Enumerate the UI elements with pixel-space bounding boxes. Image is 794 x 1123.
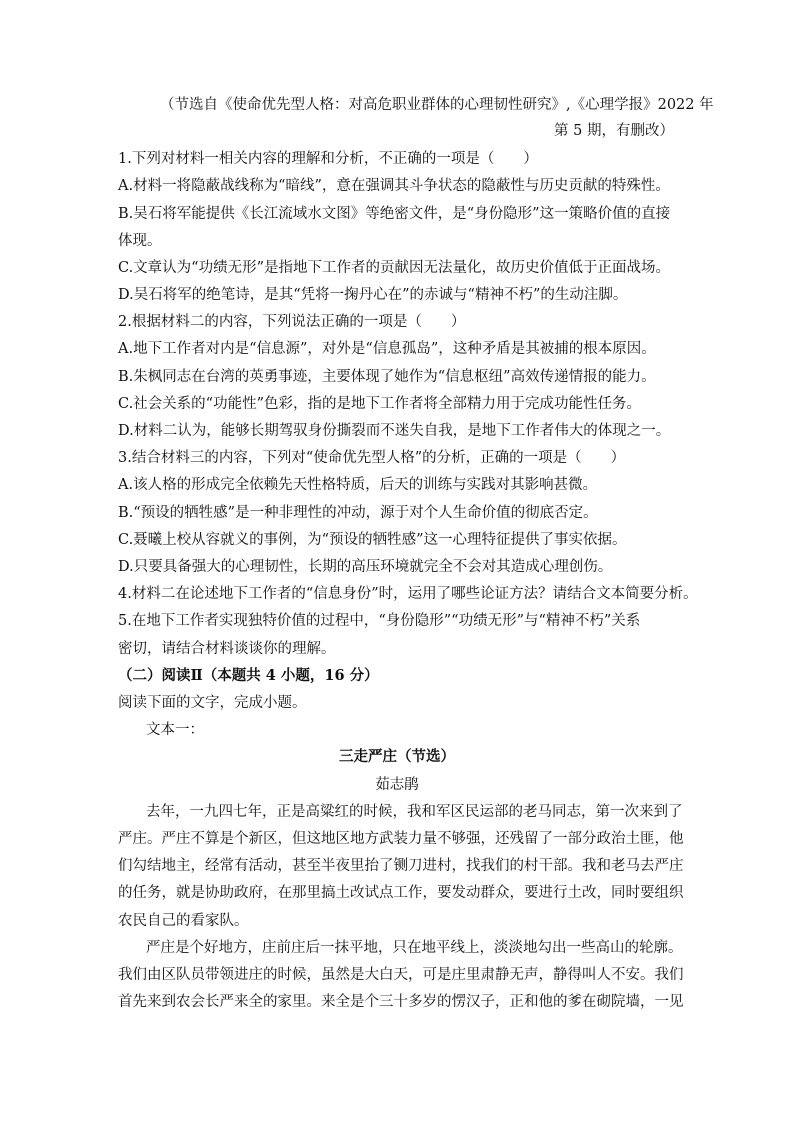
q2-option-a: A.地下工作者对内是“信息源”，对外是“信息孤岛”，这种矛盾是其被捕的根本原因。: [118, 341, 656, 357]
passage-title: 三走严庄（节选）: [339, 748, 455, 765]
q3-option-a: A.该人格的形成完全依赖先天性格特质，后天的训练与实践对其影响甚微。: [118, 477, 598, 493]
q2-stem: 2.根据材料二的内容，下列说法正确的一项是（ ）: [118, 314, 466, 330]
q5-stem-cont: 密切，请结合材料谈谈你的理解。: [118, 641, 336, 657]
passage-author: 茹志鹃: [375, 777, 419, 793]
q2-option-d: D.材料二认为，能够长期驾驭身份撕裂而不迷失自我，是地下工作者伟大的体现之一。: [118, 423, 671, 439]
paragraph-line: 们勾结地主，经常有活动，甚至半夜里抬了铡刀进村，找我们的村干部。我和老马去严庄: [118, 858, 684, 874]
paragraph-line: 去年，一九四七年，正是高粱红的时候，我和军区民运部的老马同志，第一次来到了: [146, 804, 683, 820]
q3-option-b: B.“预设的牺牲感”是一种非理性的冲动，源于对个人生命价值的彻底否定。: [118, 505, 598, 521]
text-label: 文本一：: [146, 722, 204, 738]
paragraph-line: 农民自己的看家队。: [118, 913, 249, 929]
q2-option-c: C.社会关系的“功能性”色彩，指的是地下工作者将全部精力用于完成功能性任务。: [118, 396, 642, 412]
q3-option-c: C.聂曦上校从容就义的事例，为“预设的牺牲感”这一心理特征提供了事实依据。: [118, 532, 627, 548]
q1-option-b: B.吴石将军能提供《长江流域水文图》等绝密文件，是“身份隐形”这一策略价值的直接: [118, 206, 671, 222]
paragraph-line: 我们由区队员带领进庄的时候，虽然是大白天，可是庄里肃静无声，静得叫人不安。我们: [118, 967, 684, 983]
q5-stem: 5.在地下工作者实现独特价值的过程中，“身份隐形”“功绩无形”与“精神不朽”关系: [118, 613, 641, 629]
section-heading: （二）阅读Ⅱ（本题共 4 小题，16 分）: [118, 667, 379, 684]
q4-stem: 4.材料二在论述地下工作者的“信息身份”时，运用了哪些论证方法？请结合文本简要分析。: [118, 586, 698, 602]
q1-option-b-cont: 体现。: [118, 233, 162, 249]
paragraph-line: 首先来到农会长严来全的家里。来全是个三十多岁的愣汉子，正和他的爹在砌院墙，一见: [118, 994, 684, 1010]
q1-option-a: A.材料一将隐蔽战线称为“暗线”，意在强调其斗争状态的隐蔽性与历史贡献的特殊性。: [118, 178, 670, 194]
paragraph-line: 的任务，就是协助政府，在那里搞土改试点工作，要发动群众，要进行土改，同时要组织: [118, 885, 684, 901]
q1-option-c: C.文章认为“功绩无形”是指地下工作者的贡献因无法量化，故历史价值低于正面战场。: [118, 260, 671, 276]
q2-option-b: B.朱枫同志在台湾的英勇事迹，主要体现了她作为“信息枢纽”高效传递情报的能力。: [118, 369, 656, 385]
paragraph-line: 严庄是个好地方，庄前庄后一抹平地，只在地平线上，淡淡地勾出一些高山的轮廓。: [146, 940, 683, 956]
source-note-line1: （节选自《使命优先型人格：对高危职业群体的心理韧性研究》,《心理学报》2022 年: [160, 97, 714, 113]
paragraph-line: 严庄。严庄不算是个新区，但这地区地方武装力量不够强，还残留了一部分政治土匪，他: [118, 831, 684, 847]
q1-option-d: D.吴石将军的绝笔诗，是其“凭将一掬丹心在”的赤诚与“精神不朽”的生动注脚。: [118, 287, 628, 303]
source-note-line2: 第 5 期，有删改）: [554, 123, 674, 139]
q3-stem: 3.结合材料三的内容，下列对“使命优先型人格”的分析，正确的一项是（ ）: [118, 450, 626, 466]
q1-stem: 1.下列对材料一相关内容的理解和分析，不正确的一项是（ ）: [118, 151, 538, 167]
q3-option-d: D.只要具备强大的心理韧性，长期的高压环境就完全不会对其造成心理创伤。: [118, 559, 613, 575]
section-instruction: 阅读下面的文字，完成小题。: [118, 695, 307, 711]
